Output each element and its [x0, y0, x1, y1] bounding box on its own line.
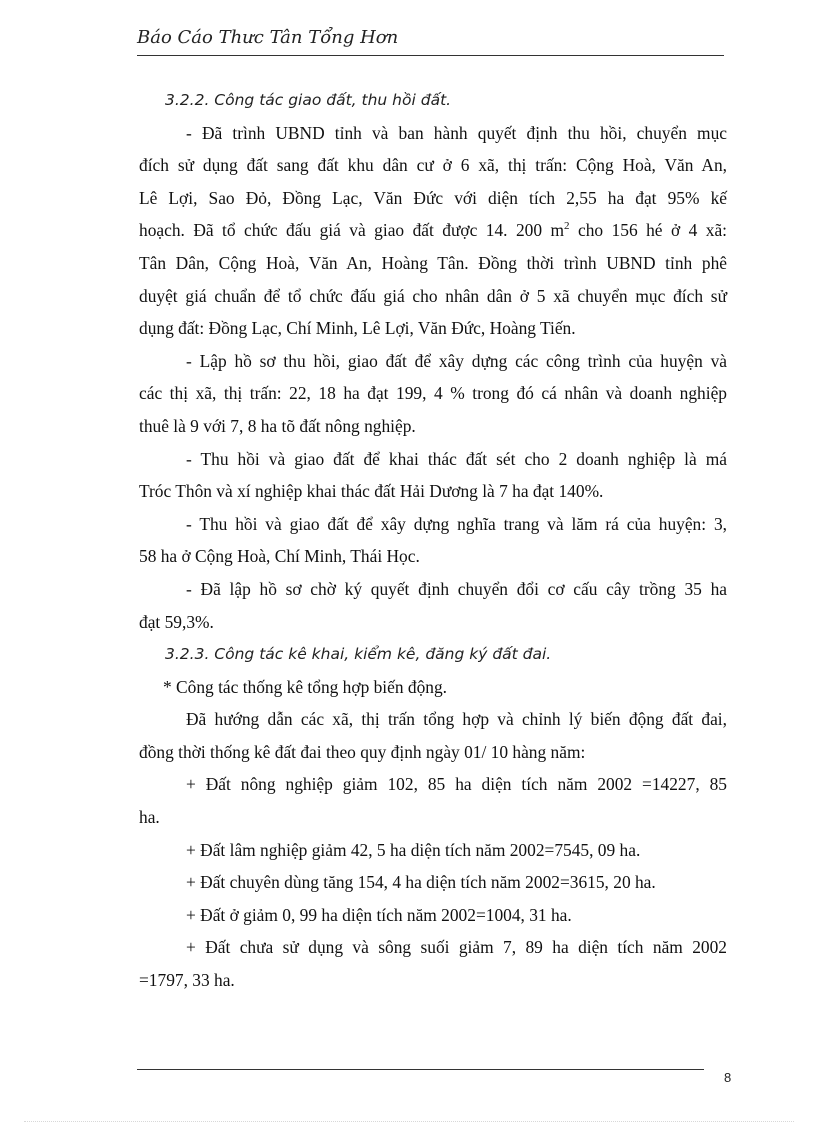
list-item: + Đất chưa sử dụng và sông suối giảm 7, 89 ha diện tích năm 2002: [186, 937, 727, 958]
list-item: + Đất ở giảm 0, 99 ha diện tích năm 2002=1004, 31 ha.: [186, 904, 572, 925]
list-item-continuation: =1797, 33 ha.: [139, 970, 235, 991]
superscript: 2: [564, 220, 570, 233]
paragraph-line: đồng thời thống kê đất đai theo quy định ngày 01/ 10 hàng năm:: [139, 741, 586, 762]
paragraph-line: đích sử dụng đất sang đất khu dân cư ở 6 xã, thị trấn: Cộng Hoà, Văn An,: [139, 155, 727, 176]
paragraph-line: các thị xã, thị trấn: 22, 18 ha đạt 199, 4 % trong đó cá nhân và doanh nghiệp: [139, 383, 727, 404]
paragraph-line: - Đã trình UBND tỉnh và ban hành quyết định thu hồi, chuyển mục: [186, 122, 727, 143]
paragraph-line: 58 ha ở Cộng Hoà, Chí Minh, Thái Học.: [139, 546, 420, 567]
paragraph-line: Tróc Thôn và xí nghiệp khai thác đất Hải Dương là 7 ha đạt 140%.: [139, 481, 604, 502]
paragraph-text: cho 156 hé ở 4 xã:: [569, 220, 727, 241]
list-item: + Đất lâm nghiệp giảm 42, 5 ha diện tích năm 2002=7545, 09 ha.: [186, 839, 641, 860]
section-heading-3-2-3: 3.2.3. Công tác kê khai, kiểm kê, đăng ký đất đai.: [165, 645, 552, 664]
paragraph-line: Lê Lợi, Sao Đỏ, Đồng Lạc, Văn Đức với diện tích 2,55 ha đạt 95% kế: [139, 187, 727, 208]
paragraph-line: thuê là 9 với 7, 8 ha tõ đất nông nghiệp.: [139, 415, 416, 436]
paragraph-line: Đã hướng dẫn các xã, thị trấn tổng hợp và chỉnh lý biến động đất đai,: [186, 709, 727, 730]
paragraph-line: dụng đất: Đồng Lạc, Chí Minh, Lê Lợi, Văn Đức, Hoàng Tiến.: [139, 318, 576, 339]
paragraph-text: hoạch. Đã tổ chức đấu giá và giao đất được 14. 200 m: [139, 220, 565, 241]
list-item: + Đất nông nghiệp giảm 102, 85 ha diện tích năm 2002 =14227, 85: [186, 774, 727, 795]
running-header-title: Báo Cáo Thưc Tân Tổng Hơn: [137, 27, 399, 48]
paragraph-line: duyệt giá chuẩn để tổ chức đấu giá cho nhân dân ở 5 xã chuyển mục đích sử: [139, 285, 727, 306]
header-rule: [137, 55, 724, 56]
list-item: + Đất chuyên dùng tăng 154, 4 ha diện tích năm 2002=3615, 20 ha.: [186, 872, 656, 893]
page-number: 8: [724, 1070, 732, 1085]
paragraph-line: - Lập hồ sơ thu hồi, giao đất để xây dựng các công trình của huyện và: [186, 350, 727, 371]
paragraph-line: đạt 59,3%.: [139, 611, 214, 632]
paragraph-line: - Thu hồi và giao đất để xây dựng nghĩa trang và lăm rá của huyện: 3,: [186, 513, 727, 534]
paragraph-line: - Đã lập hồ sơ chờ ký quyết định chuyển đổi cơ cấu cây trồng 35 ha: [186, 578, 727, 599]
paragraph-line: - Thu hồi và giao đất để khai thác đất sét cho 2 doanh nghiệp là má: [186, 448, 727, 469]
list-item-continuation: ha.: [139, 807, 160, 828]
section-heading-3-2-2: 3.2.2. Công tác giao đất, thu hồi đất.: [165, 91, 452, 109]
paragraph-line-with-superscript: [139, 214, 727, 247]
subheading: * Công tác thống kê tổng hợp biến động.: [163, 676, 448, 697]
page-edge-divider: [24, 1121, 794, 1122]
paragraph-line: Tân Dân, Cộng Hoà, Văn An, Hoàng Tân. Đồng thời trình UBND tỉnh phê: [139, 252, 727, 273]
footer-rule: [137, 1069, 704, 1070]
page-body: [139, 84, 727, 997]
